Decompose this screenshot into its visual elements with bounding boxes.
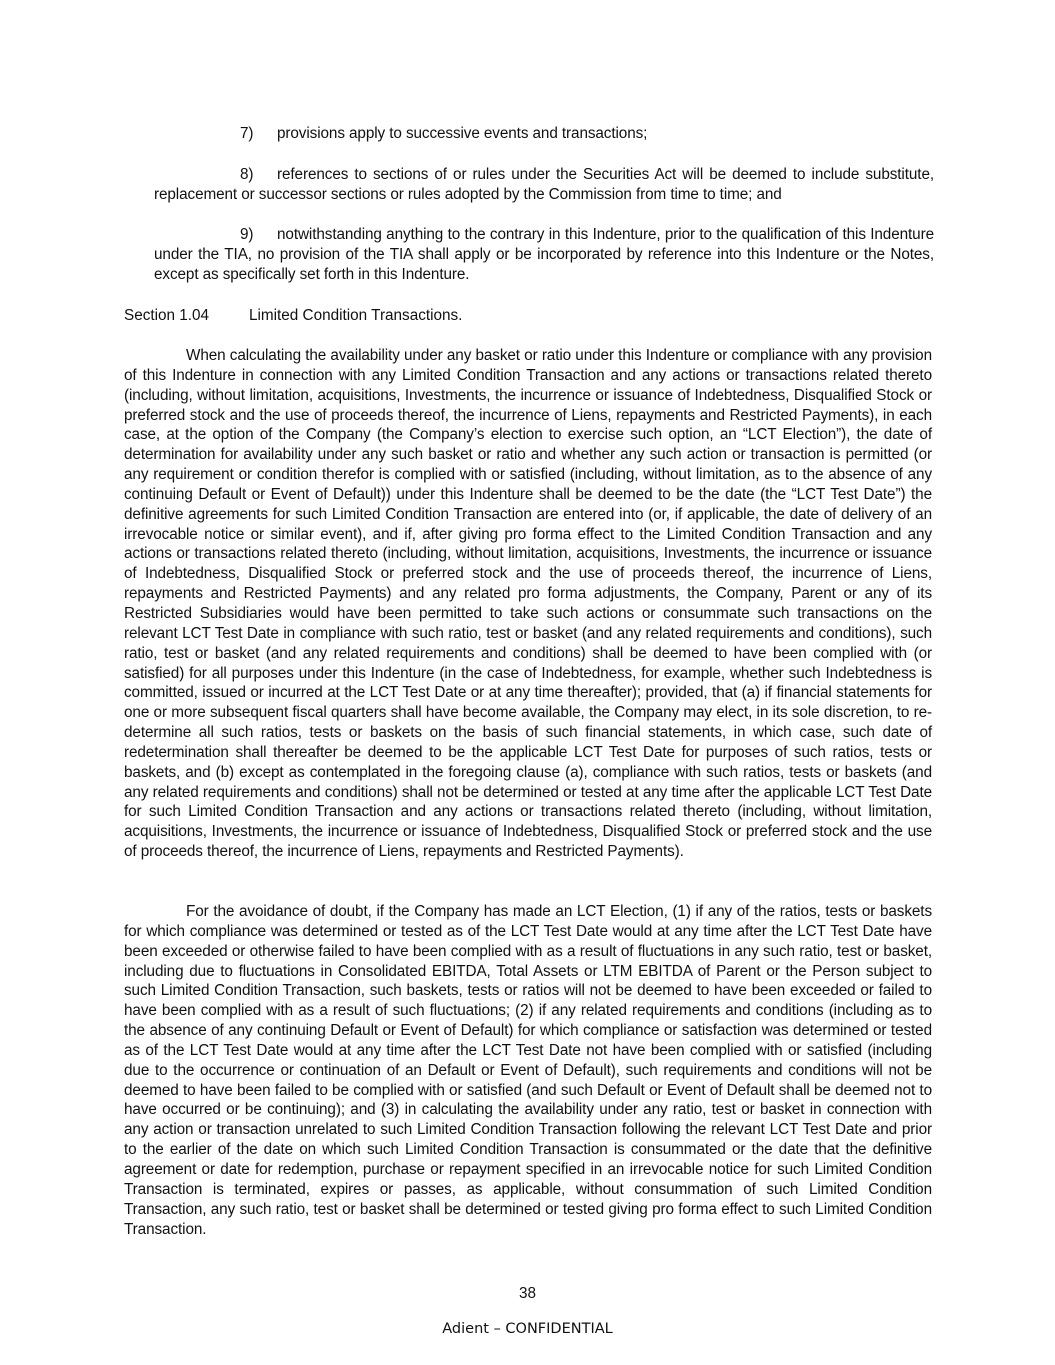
paragraph-avoidance-of-doubt: For the avoidance of doubt, if the Company has made an LCT Election, (1) if any of the ratios, tests or baskets for which compliance was determined or tested as of the LCT Test Date would at any time after the LCT Test Date have been exceeded or otherwise failed to have been complied with as a result of fluctuations in any such ratio, test or basket, including due to fluctuations in Consolidated EBITDA, Total Assets or LTM EBITDA of Parent or the Person subject to such Limited Condition Transaction, such baskets, tests or ratios will not be deemed to have been exceeded or failed to have been complied with as a result of such fluctuations; (2) if any related requirements and conditions (including as to the absence of any continuing Default or Event of Default) for which compliance or satisfaction was determined or tested as of the LCT Test Date would at any time after the LCT Test Date not have been complied with or satisfied (including due to the occurrence or continuation of an Default or Event of Default), such requirements and conditions will not be deemed to have been failed to be complied with or satisfied (and such Default or Event of Default shall be deemed not to have occurred or be continuing); and (3) in calculating the availability under any ratio, test or basket in connection with any action or transaction unrelated to such Limited Condition Transaction following the relevant LCT Test Date and prior to the earlier of the date on which such Limited Condition Transaction is consummated or the date that the definitive agreement or date for redemption, purchase or repayment specified in an irrevocable notice for such Limited Condition Transaction is terminated, expires or passes, as applicable, without consummation of such Limited Condition Transaction, any such ratio, test or basket shall be determined or tested giving pro forma effect to such Limited Condition Transaction. — [124, 903, 932, 1238]
section-number: Section 1.04 — [124, 307, 210, 324]
section-heading — [124, 306, 462, 326]
list-item-number: 7) — [240, 125, 254, 142]
page-number: 38 — [518, 1285, 536, 1302]
section-title: Limited Condition Transactions. — [249, 307, 463, 324]
list-item-text: references to sections of or rules under the Securities Act will be deemed to include substitute, replacement or successor sections or rules adopted by the Commission from time to time; and — [154, 166, 934, 203]
paragraph-lct-election: When calculating the availability under any basket or ratio under this Indenture or compliance with any provision of this Indenture in connection with any Limited Condition Transaction and any actions or transactions related thereto (including, without limitation, acquisitions, Investments, the incurrence or issuance of Indebtedness, Disqualified Stock or preferred stock and the use of proceeds thereof, the incurrence of Liens, repayments and Restricted Payments), in each case, at the option of the Company (the Company’s election to exercise such option, an “LCT Election”), the date of determination for availability under any such basket or ratio and whether any such action or transaction is permitted (or any requirement or condition therefor is complied with or satisfied (including, without limitation, as to the absence of any continuing Default or Event of Default)) under this Indenture shall be deemed to be the date (the “LCT Test Date”) the definitive agreements for such Limited Condition Transaction are entered into (or, if applicable, the date of delivery of an irrevocable notice or similar event), and if, after giving pro forma effect to the Limited Condition Transaction and any actions or transactions related thereto (including, without limitation, acquisitions, Investments, the incurrence or issuance of Indebtedness, Disqualified Stock or preferred stock and the use of proceeds thereof, the incurrence of Liens, repayments and Restricted Payments) and any related pro forma adjustments, the Company, Parent or any of its Restricted Subsidiaries would have been permitted to take such actions or consummate such transactions on the relevant LCT Test Date in compliance with such ratio, test or basket (and any related requirements and conditions), such ratio, test or basket (and any related requirements and conditions) shall be deemed to have been complied with (or satisfied) for all purposes under this Indenture (in the case of Indebtedness, for example, whether such Indebtedness is committed, issued or incurred at the LCT Test Date or at any time thereafter); provided, that (a) if financial statements for one or more subsequent fiscal quarters shall have become available, the Company may elect, in its sole discretion, to re-determine all such ratios, tests or baskets on the basis of such financial statements, in which case, such date of redetermination shall thereafter be deemed to be the applicable LCT Test Date for purposes of such ratios, tests or baskets, and (b) except as contemplated in the foregoing clause (a), compliance with such ratios, tests or baskets (and any related requirements and conditions) shall not be determined or tested at any time after the applicable LCT Test Date for such Limited Condition Transaction and any actions or transactions related thereto (including, without limitation, acquisitions, Investments, the incurrence or issuance of Indebtedness, Disqualified Stock or preferred stock and the use of proceeds thereof, the incurrence of Liens, repayments and Restricted Payments). — [124, 347, 932, 861]
list-item-text: provisions apply to successive events and transactions; — [277, 125, 648, 142]
list-item-7 — [154, 124, 934, 144]
list-item-9 — [154, 225, 934, 285]
list-item-text: notwithstanding anything to the contrary in this Indenture, prior to the qualification of this Indenture under the TIA, no provision of the TIA shall apply or be incorporated by reference into this Indenture or the Notes, except as specifically set forth in this Indenture. — [154, 226, 934, 283]
confidential-footer: Adient – CONFIDENTIAL — [442, 1321, 613, 1337]
list-item-number: 9) — [240, 226, 254, 243]
list-item-number: 8) — [240, 166, 254, 183]
list-item-8 — [154, 165, 934, 205]
